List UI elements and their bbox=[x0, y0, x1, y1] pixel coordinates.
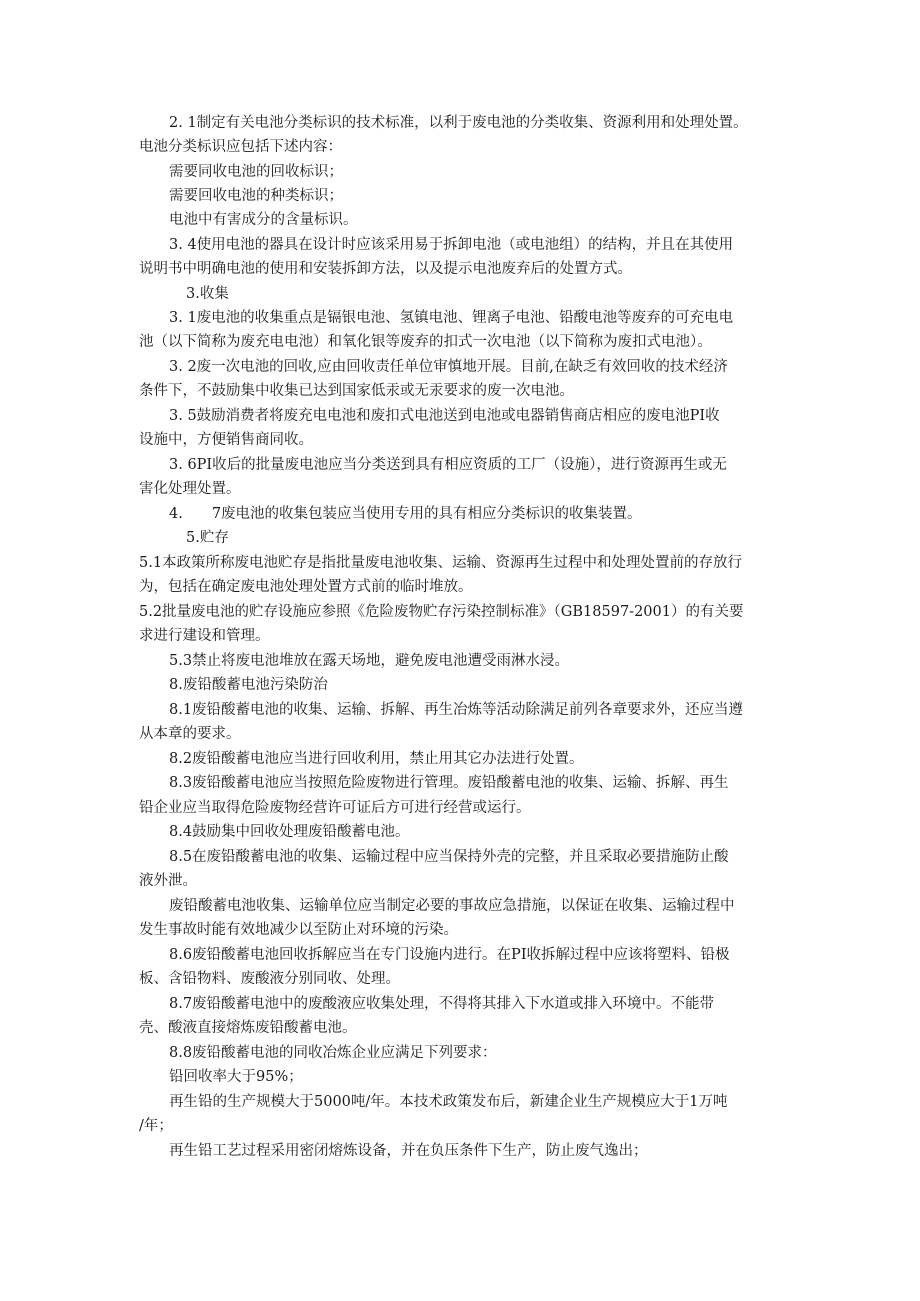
text-line: 设施中，方便销售商同收。 bbox=[139, 432, 313, 448]
text-line: 发生事故时能有效地减少以至防止对环境的污染。 bbox=[139, 922, 458, 938]
text-line: 求进行建设和管理。 bbox=[139, 628, 270, 644]
text-line: 液外泄。 bbox=[139, 873, 197, 889]
text-line: 2. 1制定有关电池分类标识的技术标准，以利于废电池的分类收集、资源利用和处理处置。 bbox=[169, 115, 748, 131]
text-line: 8.3废铅酸蓄电池应当按照危险废物进行管理。废铅酸蓄电池的收集、运输、拆解、再生 bbox=[169, 775, 729, 791]
section-heading: 8.废铅酸蓄电池污染防治 bbox=[169, 677, 328, 693]
text-line: 铅回收率大于95%； bbox=[169, 1069, 303, 1085]
text-line: 再生铅工艺过程采用密闭熔炼设备，并在负压条件下生产，防止废气逸出； bbox=[169, 1143, 648, 1159]
text-line: 板、含铅物料、废酸液分别同收、处理。 bbox=[139, 971, 400, 987]
text-line: 8.6废铅酸蓄电池回收拆解应当在专门设施内进行。在PI收拆解过程中应该将塑料、铅极 bbox=[169, 947, 730, 963]
text-line: 8.1废铅酸蓄电池的收集、运输、拆解、再生冶炼等活动除满足前列各章要求外，还应当遵 bbox=[169, 702, 744, 718]
text-line: 3. 2废一次电池的回收,应由回收责任单位审慎地开展。目前,在缺乏有效回收的技术经济 bbox=[169, 359, 728, 375]
text-line: 3. 5鼓励消费者将废充电电池和废扣式电池送到电池或电器销售商店相应的废电池PI收 bbox=[169, 408, 720, 424]
text-line: 说明书中明确电池的使用和安装拆卸方法，以及提示电池废弃后的处置方式。 bbox=[139, 261, 632, 277]
text-line: 8.5在废铅酸蓄电池的收集、运输过程中应当保持外壳的完整，并且采取必要措施防止酸 bbox=[169, 849, 729, 865]
text-line: 5.1本政策所称废电池贮存是指批量废电池收集、运输、资源再生过程中和处理处置前的存放行 bbox=[139, 555, 743, 571]
section-heading: 3.收集 bbox=[186, 286, 229, 302]
text-line: 废铅酸蓄电池收集、运输单位应当制定必要的事故应急措施，以保证在收集、运输过程中 bbox=[169, 898, 735, 914]
text-line: 再生铅的生产规模大于5000吨/年。本技术政策发布后，新建企业生产规模应大于1万吨 bbox=[169, 1094, 728, 1110]
text-line: 8.8废铅酸蓄电池的同收冶炼企业应满足下列要求： bbox=[169, 1045, 497, 1061]
text-line: 电池中有害成分的含量标识。 bbox=[169, 212, 358, 228]
text-line: /年； bbox=[139, 1118, 173, 1134]
text-line: 电池分类标识应包括下述内容： bbox=[139, 139, 342, 155]
text-line: 需要同收电池的回收标识； bbox=[169, 164, 343, 180]
text-line: 池（以下简称为废充电电池）和氧化银等废弃的扣式一次电池（以下简称为废扣式电池）。 bbox=[139, 334, 712, 350]
text-line: 3. 6PI收后的批量废电池应当分类送到具有相应资质的工厂（设施），进行资源再生或无 bbox=[169, 457, 727, 473]
text-line: 3. 1废电池的收集重点是镉银电池、氢镇电池、锂离子电池、铅酸电池等废弃的可充电电 bbox=[169, 310, 734, 326]
text-line: 4. 7废电池的收集包装应当使用专用的具有相应分类标识的收集装置。 bbox=[169, 506, 642, 522]
text-line: 3. 4使用电池的器具在设计时应该采用易于拆卸电池（或电池组）的结构，并且在其使用 bbox=[169, 237, 734, 253]
text-line: 5.3禁止将废电池堆放在露天场地，避免废电池遭受雨淋水浸。 bbox=[169, 653, 570, 669]
text-line: 5.2批量废电池的贮存设施应参照《危险废物贮存污染控制标准》（GB18597-2001）的有关要 bbox=[139, 604, 744, 620]
text-line: 8.7废铅酸蓄电池中的废酸液应收集处理，不得将其排入下水道或排入环境中。不能带 bbox=[169, 996, 715, 1012]
text-line: 8.2废铅酸蓄电池应当进行回收利用，禁止用其它办法进行处置。 bbox=[169, 751, 584, 767]
text-line: 8.4鼓励集中回收处理废铅酸蓄电池。 bbox=[169, 824, 410, 840]
text-line: 壳、酸液直接熔炼废铅酸蓄电池。 bbox=[139, 1020, 357, 1036]
text-line: 需要回收电池的种类标识； bbox=[169, 188, 343, 204]
section-heading: 5.贮存 bbox=[186, 530, 229, 546]
text-line: 为，包括在确定废电池处理处置方式前的临时堆放。 bbox=[139, 579, 473, 595]
text-line: 害化处理处置。 bbox=[139, 481, 241, 497]
text-line: 条件下，不鼓励集中收集已达到国家低汞或无汞要求的废一次电池。 bbox=[139, 383, 574, 399]
text-line: 铅企业应当取得危险废物经营许可证后方可进行经营或运行。 bbox=[139, 800, 531, 816]
text-line: 从本章的要求。 bbox=[139, 726, 241, 742]
